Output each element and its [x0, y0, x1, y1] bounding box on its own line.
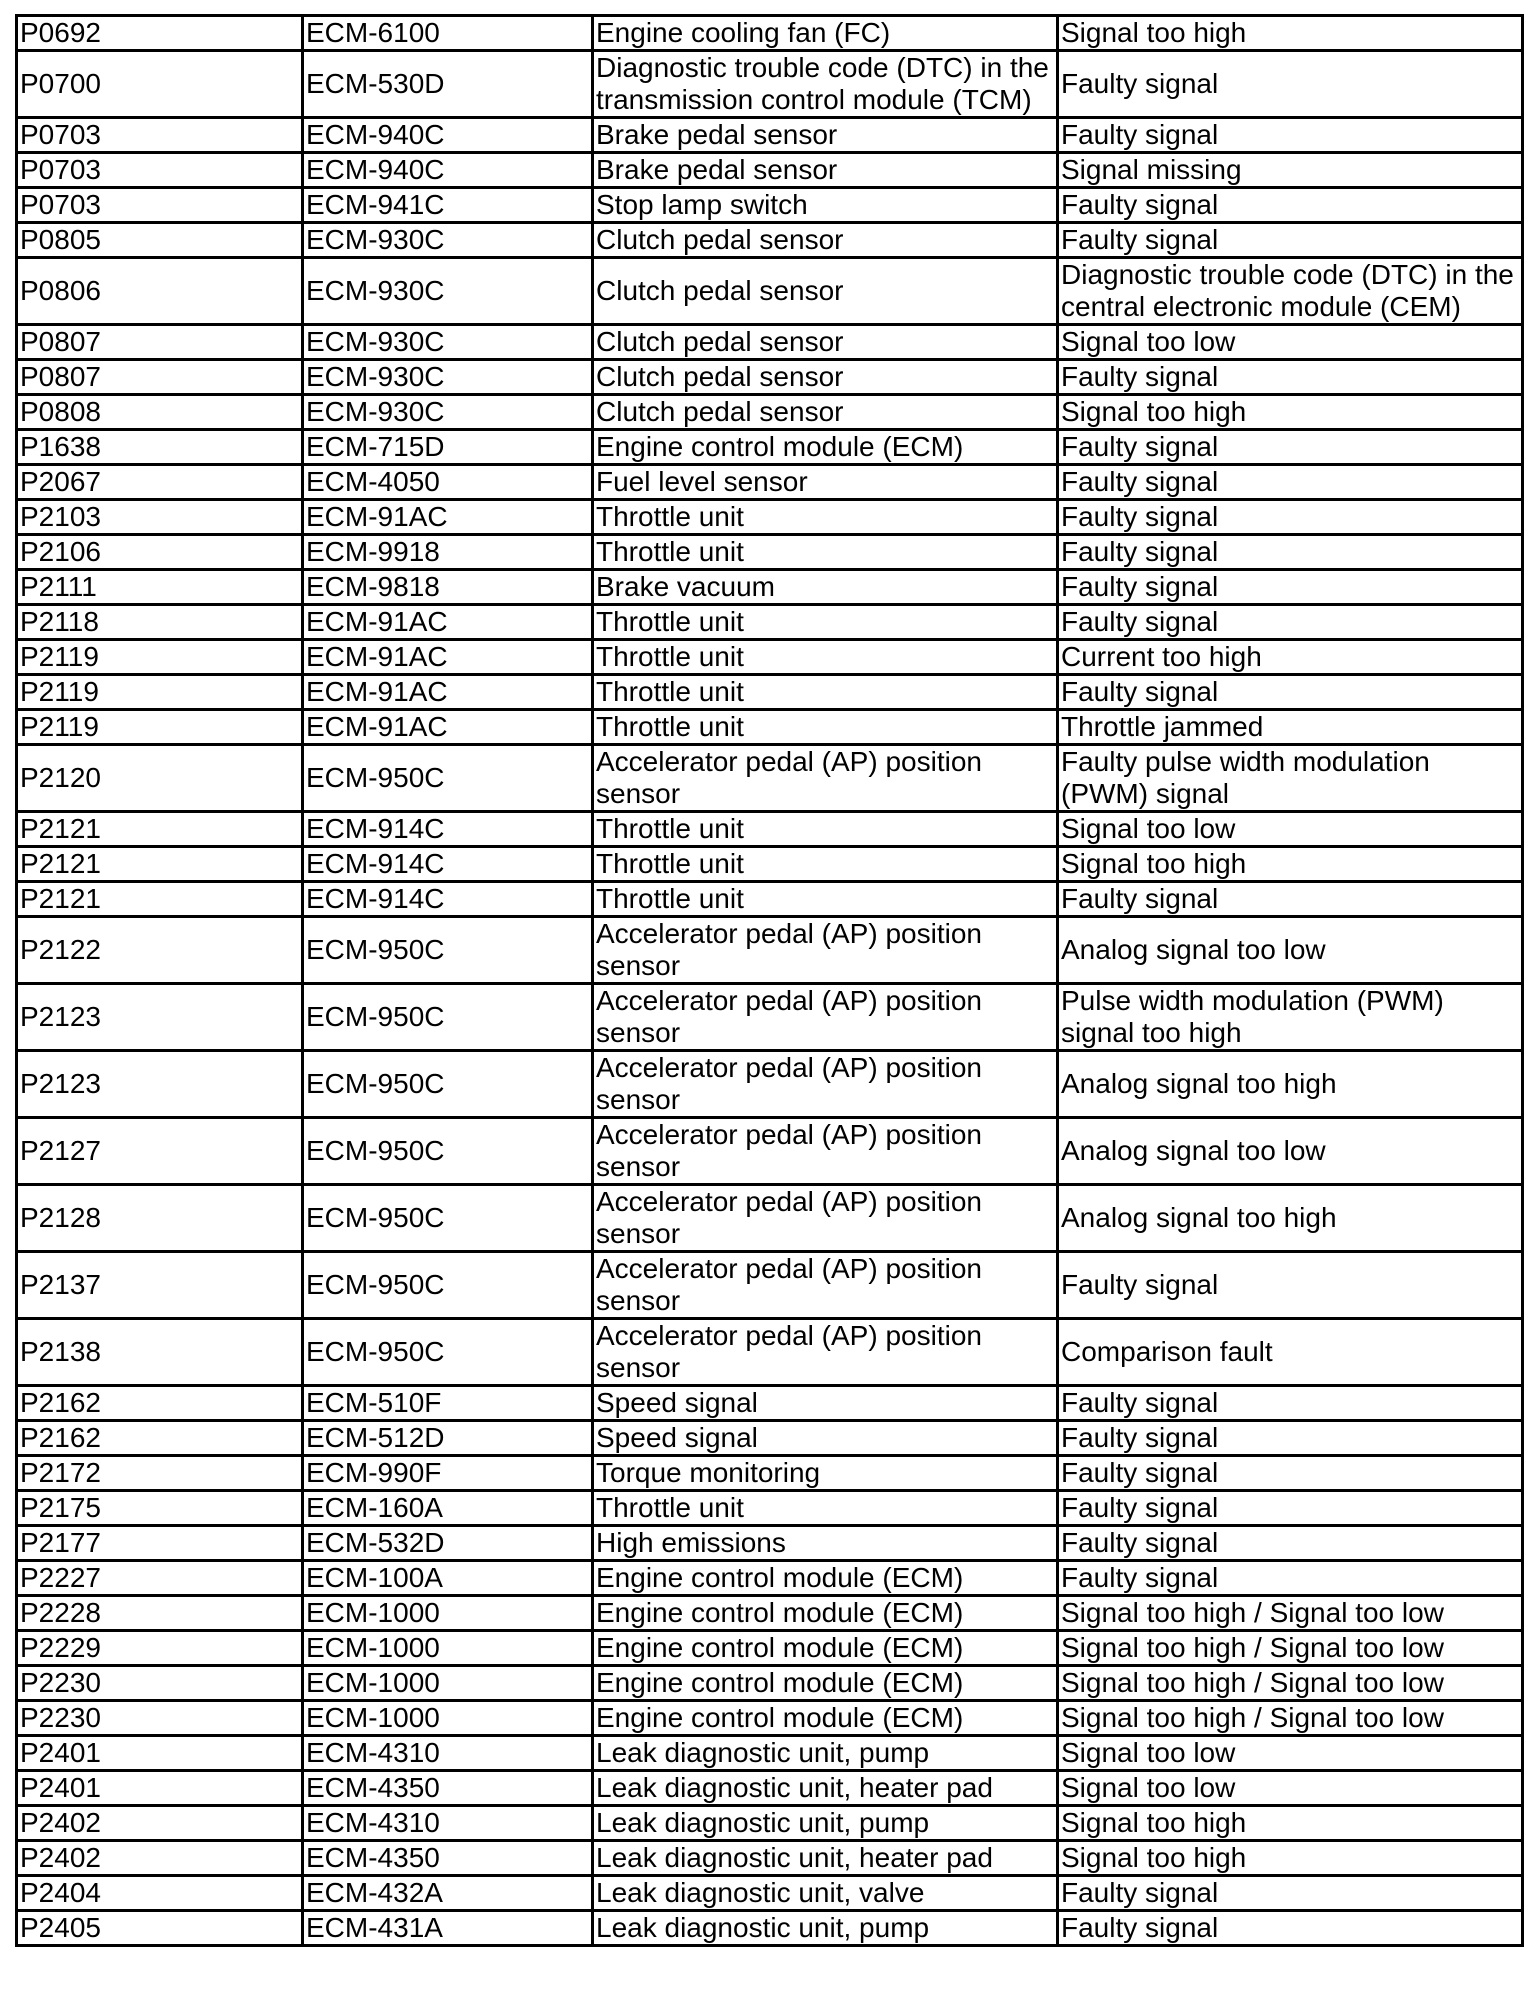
dtc-code-cell: P2103: [17, 500, 303, 535]
component-cell: Throttle unit: [593, 605, 1058, 640]
ecm-code-cell: ECM-4350: [303, 1841, 593, 1876]
fault-description-cell: Signal too high: [1058, 847, 1523, 882]
dtc-code-cell: P2172: [17, 1456, 303, 1491]
fault-description-cell: Analog signal too high: [1058, 1185, 1523, 1252]
ecm-code-cell: ECM-950C: [303, 1051, 593, 1118]
dtc-code-cell: P2162: [17, 1421, 303, 1456]
component-cell: Accelerator pedal (AP) position sensor: [593, 984, 1058, 1051]
fault-description-cell: Signal too low: [1058, 325, 1523, 360]
dtc-code-cell: P2123: [17, 1051, 303, 1118]
table-row: [17, 1911, 1523, 1946]
dtc-code-cell: P0703: [17, 118, 303, 153]
component-cell: Engine cooling fan (FC): [593, 16, 1058, 51]
component-cell: Fuel level sensor: [593, 465, 1058, 500]
component-cell: Throttle unit: [593, 500, 1058, 535]
component-cell: High emissions: [593, 1526, 1058, 1561]
ecm-code-cell: ECM-532D: [303, 1526, 593, 1561]
dtc-code-cell: P2405: [17, 1911, 303, 1946]
ecm-code-cell: ECM-914C: [303, 847, 593, 882]
ecm-code-cell: ECM-100A: [303, 1561, 593, 1596]
fault-description-cell: Faulty signal: [1058, 118, 1523, 153]
table-row: [17, 395, 1523, 430]
fault-description-cell: Faulty signal: [1058, 1911, 1523, 1946]
fault-description-cell: Signal too high / Signal too low: [1058, 1666, 1523, 1701]
ecm-code-cell: ECM-930C: [303, 258, 593, 325]
dtc-code-cell: P2111: [17, 570, 303, 605]
component-cell: Accelerator pedal (AP) position sensor: [593, 1319, 1058, 1386]
component-cell: Throttle unit: [593, 675, 1058, 710]
fault-description-cell: Faulty signal: [1058, 882, 1523, 917]
component-cell: Diagnostic trouble code (DTC) in the transmission control module (TCM): [593, 51, 1058, 118]
table-row: [17, 188, 1523, 223]
table-row: [17, 51, 1523, 118]
dtc-code-cell: P0700: [17, 51, 303, 118]
fault-description-cell: Faulty signal: [1058, 1421, 1523, 1456]
fault-description-cell: Analog signal too high: [1058, 1051, 1523, 1118]
dtc-code-cell: P2106: [17, 535, 303, 570]
component-cell: Engine control module (ECM): [593, 430, 1058, 465]
dtc-code-cell: P2120: [17, 745, 303, 812]
table-row: [17, 812, 1523, 847]
dtc-code-cell: P2402: [17, 1841, 303, 1876]
ecm-code-cell: ECM-990F: [303, 1456, 593, 1491]
table-row: [17, 605, 1523, 640]
fault-description-cell: Signal too high: [1058, 1841, 1523, 1876]
fault-description-cell: Signal too high: [1058, 395, 1523, 430]
ecm-code-cell: ECM-510F: [303, 1386, 593, 1421]
fault-description-cell: Current too high: [1058, 640, 1523, 675]
dtc-code-cell: P0806: [17, 258, 303, 325]
ecm-code-cell: ECM-160A: [303, 1491, 593, 1526]
component-cell: Throttle unit: [593, 1491, 1058, 1526]
dtc-code-cell: P2227: [17, 1561, 303, 1596]
ecm-code-cell: ECM-940C: [303, 118, 593, 153]
table-row: [17, 1526, 1523, 1561]
dtc-code-cell: P2402: [17, 1806, 303, 1841]
component-cell: Throttle unit: [593, 812, 1058, 847]
fault-description-cell: Pulse width modulation (PWM) signal too high: [1058, 984, 1523, 1051]
dtc-code-cell: P2162: [17, 1386, 303, 1421]
fault-description-cell: Faulty signal: [1058, 188, 1523, 223]
dtc-code-cell: P2177: [17, 1526, 303, 1561]
component-cell: Accelerator pedal (AP) position sensor: [593, 1185, 1058, 1252]
fault-description-cell: Faulty signal: [1058, 430, 1523, 465]
dtc-code-cell: P0805: [17, 223, 303, 258]
ecm-code-cell: ECM-930C: [303, 360, 593, 395]
dtc-code-cell: P2228: [17, 1596, 303, 1631]
dtc-code-cell: P2067: [17, 465, 303, 500]
component-cell: Clutch pedal sensor: [593, 223, 1058, 258]
dtc-code-cell: P2230: [17, 1701, 303, 1736]
fault-description-cell: Signal missing: [1058, 153, 1523, 188]
fault-description-cell: Comparison fault: [1058, 1319, 1523, 1386]
table-row: [17, 1185, 1523, 1252]
fault-description-cell: Faulty pulse width modulation (PWM) signal: [1058, 745, 1523, 812]
table-row: [17, 745, 1523, 812]
fault-description-cell: Faulty signal: [1058, 1252, 1523, 1319]
ecm-code-cell: ECM-950C: [303, 1319, 593, 1386]
dtc-code-cell: P0692: [17, 16, 303, 51]
table-row: [17, 1736, 1523, 1771]
ecm-code-cell: ECM-4310: [303, 1806, 593, 1841]
fault-description-cell: Signal too high: [1058, 16, 1523, 51]
dtc-code-cell: P2121: [17, 882, 303, 917]
ecm-code-cell: ECM-4310: [303, 1736, 593, 1771]
component-cell: Leak diagnostic unit, pump: [593, 1806, 1058, 1841]
table-row: [17, 360, 1523, 395]
dtc-code-cell: P0808: [17, 395, 303, 430]
table-row: [17, 640, 1523, 675]
component-cell: Brake vacuum: [593, 570, 1058, 605]
fault-description-cell: Faulty signal: [1058, 1456, 1523, 1491]
table-row: [17, 1841, 1523, 1876]
table-row: [17, 500, 1523, 535]
table-row: [17, 1252, 1523, 1319]
ecm-code-cell: ECM-950C: [303, 917, 593, 984]
fault-description-cell: Signal too high: [1058, 1806, 1523, 1841]
fault-description-cell: Faulty signal: [1058, 223, 1523, 258]
ecm-code-cell: ECM-950C: [303, 745, 593, 812]
fault-description-cell: Signal too low: [1058, 812, 1523, 847]
component-cell: Throttle unit: [593, 882, 1058, 917]
table-row: [17, 570, 1523, 605]
ecm-code-cell: ECM-950C: [303, 1252, 593, 1319]
table-row: [17, 1456, 1523, 1491]
component-cell: Clutch pedal sensor: [593, 395, 1058, 430]
ecm-code-cell: ECM-1000: [303, 1596, 593, 1631]
table-row: [17, 917, 1523, 984]
component-cell: Accelerator pedal (AP) position sensor: [593, 917, 1058, 984]
dtc-code-cell: P2119: [17, 710, 303, 745]
ecm-code-cell: ECM-4050: [303, 465, 593, 500]
table-row: [17, 1596, 1523, 1631]
fault-description-cell: Signal too high / Signal too low: [1058, 1631, 1523, 1666]
table-row: [17, 258, 1523, 325]
table-row: [17, 1051, 1523, 1118]
fault-description-cell: Analog signal too low: [1058, 917, 1523, 984]
ecm-code-cell: ECM-4350: [303, 1771, 593, 1806]
table-row: [17, 1876, 1523, 1911]
table-row: [17, 1491, 1523, 1526]
fault-description-cell: Signal too high / Signal too low: [1058, 1596, 1523, 1631]
dtc-code-cell: P0703: [17, 188, 303, 223]
dtc-code-cell: P0807: [17, 360, 303, 395]
ecm-code-cell: ECM-91AC: [303, 605, 593, 640]
fault-description-cell: Faulty signal: [1058, 1876, 1523, 1911]
ecm-code-cell: ECM-91AC: [303, 500, 593, 535]
table-row: [17, 984, 1523, 1051]
component-cell: Accelerator pedal (AP) position sensor: [593, 745, 1058, 812]
table-row: [17, 882, 1523, 917]
ecm-code-cell: ECM-512D: [303, 1421, 593, 1456]
ecm-code-cell: ECM-6100: [303, 16, 593, 51]
fault-description-cell: Faulty signal: [1058, 535, 1523, 570]
table-row: [17, 153, 1523, 188]
ecm-code-cell: ECM-950C: [303, 1185, 593, 1252]
table-row: [17, 535, 1523, 570]
fault-description-cell: Faulty signal: [1058, 675, 1523, 710]
component-cell: Brake pedal sensor: [593, 118, 1058, 153]
fault-description-cell: Analog signal too low: [1058, 1118, 1523, 1185]
component-cell: Accelerator pedal (AP) position sensor: [593, 1051, 1058, 1118]
dtc-code-cell: P1638: [17, 430, 303, 465]
fault-description-cell: Faulty signal: [1058, 1526, 1523, 1561]
table-row: [17, 1701, 1523, 1736]
dtc-code-cell: P2123: [17, 984, 303, 1051]
fault-description-cell: Signal too high / Signal too low: [1058, 1701, 1523, 1736]
dtc-code-cell: P0703: [17, 153, 303, 188]
fault-description-cell: Signal too low: [1058, 1736, 1523, 1771]
component-cell: Clutch pedal sensor: [593, 360, 1058, 395]
table-row: [17, 710, 1523, 745]
ecm-code-cell: ECM-1000: [303, 1631, 593, 1666]
ecm-code-cell: ECM-914C: [303, 812, 593, 847]
table-row: [17, 1561, 1523, 1596]
fault-description-cell: Faulty signal: [1058, 1491, 1523, 1526]
table-row: [17, 325, 1523, 360]
table-row: [17, 1118, 1523, 1185]
component-cell: Speed signal: [593, 1421, 1058, 1456]
table-row: [17, 1386, 1523, 1421]
component-cell: Leak diagnostic unit, valve: [593, 1876, 1058, 1911]
fault-description-cell: Faulty signal: [1058, 360, 1523, 395]
table-row: [17, 847, 1523, 882]
fault-description-cell: Faulty signal: [1058, 605, 1523, 640]
ecm-code-cell: ECM-431A: [303, 1911, 593, 1946]
fault-description-cell: Faulty signal: [1058, 1386, 1523, 1421]
component-cell: Brake pedal sensor: [593, 153, 1058, 188]
table-row: [17, 465, 1523, 500]
dtc-code-cell: P2401: [17, 1771, 303, 1806]
dtc-code-cell: P2121: [17, 812, 303, 847]
fault-description-cell: Faulty signal: [1058, 1561, 1523, 1596]
dtc-code-cell: P2401: [17, 1736, 303, 1771]
fault-description-cell: Signal too low: [1058, 1771, 1523, 1806]
component-cell: Engine control module (ECM): [593, 1561, 1058, 1596]
ecm-code-cell: ECM-950C: [303, 984, 593, 1051]
dtc-code-cell: P2127: [17, 1118, 303, 1185]
ecm-code-cell: ECM-930C: [303, 325, 593, 360]
component-cell: Stop lamp switch: [593, 188, 1058, 223]
dtc-table: [15, 14, 1524, 1947]
dtc-code-cell: P2230: [17, 1666, 303, 1701]
dtc-code-cell: P2119: [17, 640, 303, 675]
component-cell: Engine control module (ECM): [593, 1666, 1058, 1701]
table-row: [17, 675, 1523, 710]
dtc-code-cell: P2137: [17, 1252, 303, 1319]
component-cell: Accelerator pedal (AP) position sensor: [593, 1252, 1058, 1319]
ecm-code-cell: ECM-530D: [303, 51, 593, 118]
component-cell: Accelerator pedal (AP) position sensor: [593, 1118, 1058, 1185]
ecm-code-cell: ECM-91AC: [303, 710, 593, 745]
component-cell: Throttle unit: [593, 640, 1058, 675]
ecm-code-cell: ECM-940C: [303, 153, 593, 188]
component-cell: Leak diagnostic unit, heater pad: [593, 1771, 1058, 1806]
ecm-code-cell: ECM-941C: [303, 188, 593, 223]
component-cell: Speed signal: [593, 1386, 1058, 1421]
ecm-code-cell: ECM-914C: [303, 882, 593, 917]
dtc-table-body: [17, 16, 1523, 1946]
fault-description-cell: Throttle jammed: [1058, 710, 1523, 745]
table-row: [17, 430, 1523, 465]
component-cell: Throttle unit: [593, 847, 1058, 882]
table-row: [17, 118, 1523, 153]
table-row: [17, 16, 1523, 51]
table-row: [17, 1631, 1523, 1666]
dtc-code-cell: P2118: [17, 605, 303, 640]
ecm-code-cell: ECM-432A: [303, 1876, 593, 1911]
table-row: [17, 1421, 1523, 1456]
component-cell: Throttle unit: [593, 535, 1058, 570]
dtc-code-cell: P2229: [17, 1631, 303, 1666]
component-cell: Engine control module (ECM): [593, 1596, 1058, 1631]
ecm-code-cell: ECM-1000: [303, 1701, 593, 1736]
fault-description-cell: Faulty signal: [1058, 51, 1523, 118]
ecm-code-cell: ECM-1000: [303, 1666, 593, 1701]
dtc-code-cell: P2138: [17, 1319, 303, 1386]
component-cell: Engine control module (ECM): [593, 1631, 1058, 1666]
ecm-code-cell: ECM-715D: [303, 430, 593, 465]
table-row: [17, 1806, 1523, 1841]
ecm-code-cell: ECM-9918: [303, 535, 593, 570]
ecm-code-cell: ECM-9818: [303, 570, 593, 605]
dtc-code-cell: P2128: [17, 1185, 303, 1252]
dtc-code-cell: P2119: [17, 675, 303, 710]
fault-description-cell: Faulty signal: [1058, 500, 1523, 535]
component-cell: Leak diagnostic unit, heater pad: [593, 1841, 1058, 1876]
fault-description-cell: Faulty signal: [1058, 465, 1523, 500]
component-cell: Engine control module (ECM): [593, 1701, 1058, 1736]
table-row: [17, 223, 1523, 258]
table-row: [17, 1319, 1523, 1386]
component-cell: Torque monitoring: [593, 1456, 1058, 1491]
dtc-code-cell: P0807: [17, 325, 303, 360]
ecm-code-cell: ECM-950C: [303, 1118, 593, 1185]
ecm-code-cell: ECM-91AC: [303, 640, 593, 675]
dtc-code-cell: P2121: [17, 847, 303, 882]
ecm-code-cell: ECM-930C: [303, 223, 593, 258]
fault-description-cell: Faulty signal: [1058, 570, 1523, 605]
ecm-code-cell: ECM-930C: [303, 395, 593, 430]
dtc-code-cell: P2404: [17, 1876, 303, 1911]
ecm-code-cell: ECM-91AC: [303, 675, 593, 710]
dtc-code-cell: P2122: [17, 917, 303, 984]
table-row: [17, 1771, 1523, 1806]
component-cell: Throttle unit: [593, 710, 1058, 745]
component-cell: Clutch pedal sensor: [593, 325, 1058, 360]
component-cell: Clutch pedal sensor: [593, 258, 1058, 325]
fault-description-cell: Diagnostic trouble code (DTC) in the central electronic module (CEM): [1058, 258, 1523, 325]
component-cell: Leak diagnostic unit, pump: [593, 1736, 1058, 1771]
dtc-code-cell: P2175: [17, 1491, 303, 1526]
table-row: [17, 1666, 1523, 1701]
component-cell: Leak diagnostic unit, pump: [593, 1911, 1058, 1946]
